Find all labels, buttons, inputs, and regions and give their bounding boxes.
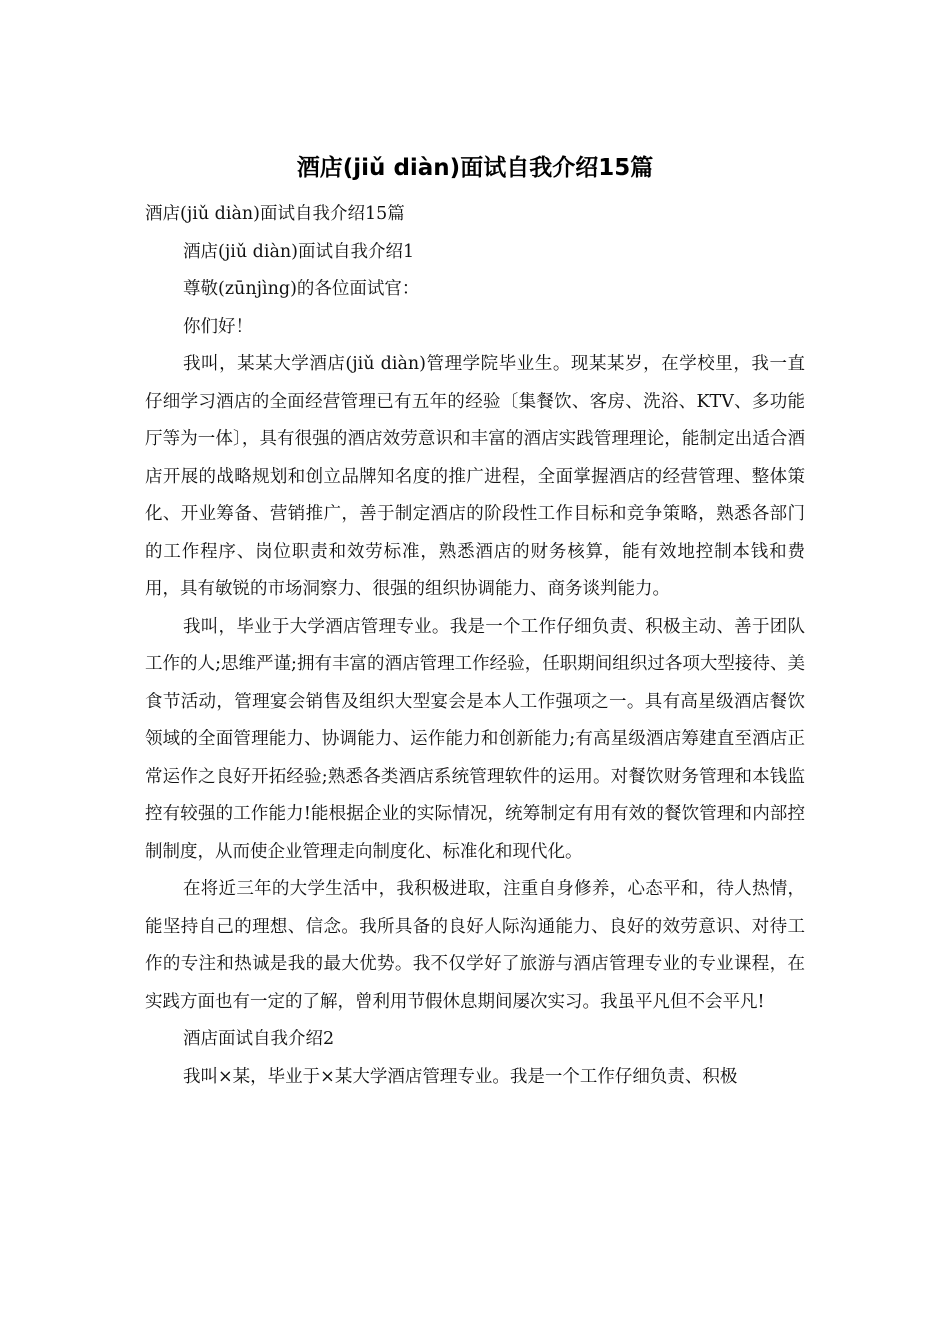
section-heading-1: 酒店(jiǔ diàn)面试自我介绍1 bbox=[183, 241, 415, 262]
paragraph-3: 在将近三年的大学生活中，我积极进取，注重自身修养，心态平和，待人热情，能坚持自己的理想、信念。我所具备的良好人际沟通能力、良好的效劳意识、对待工作的专注和热诚是我的最大优势。我不仅学好了旅游与酒店管理专业的专业课程，在实践方面也有一定的了解，曾利用节假休息期间屡次实习。我虽平凡但不会平凡! bbox=[145, 879, 805, 1012]
paragraph-2: 我叫，毕业于大学酒店管理专业。我是一个工作仔细负责、积极主动、善于团队工作的人;思维严谨;拥有丰富的酒店管理工作经验，任职期间组织过各项大型接待、美食节活动，管理宴会销售及组织大型宴会是本人工作强项之一。具有高星级酒店餐饮领域的全面管理能力、协调能力、运作能力和创新能力;有高星级酒店筹建直至酒店正常运作之良好开拓经验;熟悉各类酒店系统管理软件的运用。对餐饮财务管理和本钱监控有较强的工作能力!能根据企业的实际情况，统筹制定有用有效的餐饮管理和内部控制制度，从而使企业管理走向制度化、标准化和现代化。 bbox=[145, 616, 805, 862]
document-subtitle: 酒店(jiǔ diàn)面试自我介绍15篇 bbox=[145, 204, 405, 224]
document-title: 酒店(jiǔ diàn)面试自我介绍15篇 bbox=[296, 155, 654, 181]
section-heading-2: 酒店面试自我介绍2 bbox=[183, 1029, 335, 1049]
paragraph-1: 我叫，某某大学酒店(jiǔ diàn)管理学院毕业生。现某某岁，在学校里，我一直仔细学习酒店的全面经营管理已有五年的经验〔集餐饮、客房、洗浴、KTV、多功能厅等为一体〕，具有很强的酒店效劳意识和丰富的酒店实践管理理论，能制定出适合酒店开展的战略规划和创立品牌知名度的推广进程，全面掌握酒店的经营管理、整体策化、开业筹备、营销推广，善于制定酒店的阶段性工作目标和竞争策略，熟悉各部门的工作程序、岗位职责和效劳标准，熟悉酒店的财务核算，能有效地控制本钱和费用，具有敏锐的市场洞察力、很强的组织协调能力、商务谈判能力。 bbox=[145, 354, 805, 599]
document-body bbox=[145, 196, 805, 1096]
hello-line: 你们好！ bbox=[183, 316, 253, 337]
greeting-line: 尊敬(zūnjìng)的各位面试官： bbox=[183, 279, 420, 299]
paragraph-4: 我叫×某，毕业于×某大学酒店管理专业。我是一个工作仔细负责、积极 bbox=[183, 1066, 738, 1087]
